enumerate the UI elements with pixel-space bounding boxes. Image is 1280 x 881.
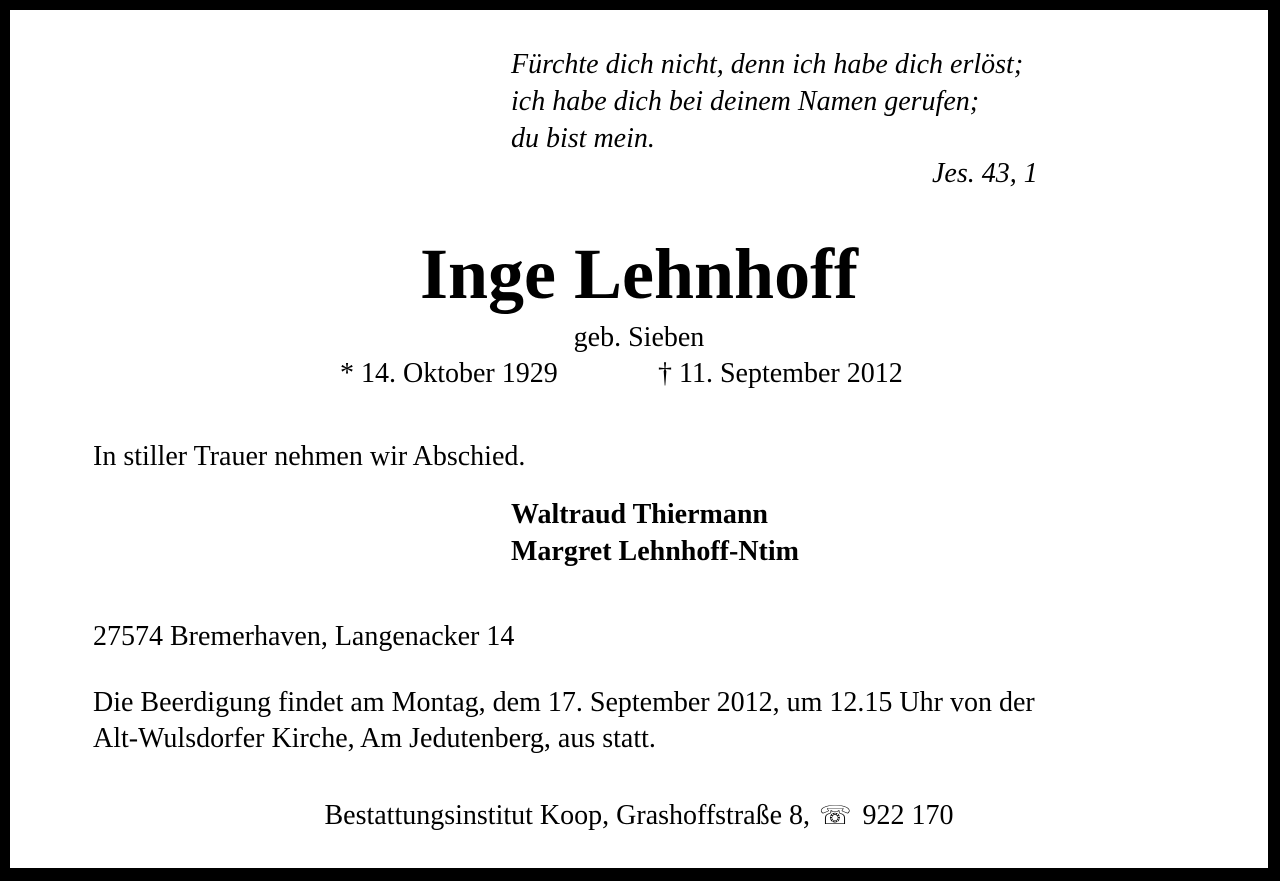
farewell-text: In stiller Trauer nehmen wir Abschied. [93, 441, 526, 472]
verse-line: ich habe dich bei deinem Namen gerufen; [511, 86, 980, 117]
undertaker-text: Bestattungsinstitut Koop, Grashoffstraße 8, [324, 800, 811, 831]
mourner-name: Margret Lehnhoff-Ntim [511, 536, 799, 567]
verse-reference: Jes. 43, 1 [932, 158, 1038, 189]
birth-date: * 14. Oktober 1929 [340, 358, 558, 389]
telephone-icon: ☏ [819, 801, 852, 831]
obituary-notice [10, 10, 1268, 868]
verse-line: du bist mein. [511, 123, 655, 154]
funeral-line: Alt-Wulsdorfer Kirche, Am Jedutenberg, aus statt. [93, 723, 656, 754]
family-address: 27574 Bremerhaven, Langenacker 14 [93, 621, 515, 652]
mourners-list [511, 496, 799, 570]
verse-line: Fürchte dich nicht, denn ich habe dich erlöst; [511, 49, 1024, 80]
bible-verse [511, 46, 1023, 157]
mourner-name: Waltraud Thiermann [511, 499, 768, 530]
undertaker-phone: 922 170 [862, 800, 954, 831]
deceased-name: Inge Lehnhoff [419, 234, 859, 314]
funeral-line: Die Beerdigung findet am Montag, dem 17. September 2012, um 12.15 Uhr von der [93, 687, 1035, 718]
birth-name: geb. Sieben [573, 322, 705, 353]
funeral-details [93, 685, 1203, 757]
death-date: † 11. September 2012 [658, 358, 903, 389]
undertaker-info [10, 798, 1268, 834]
